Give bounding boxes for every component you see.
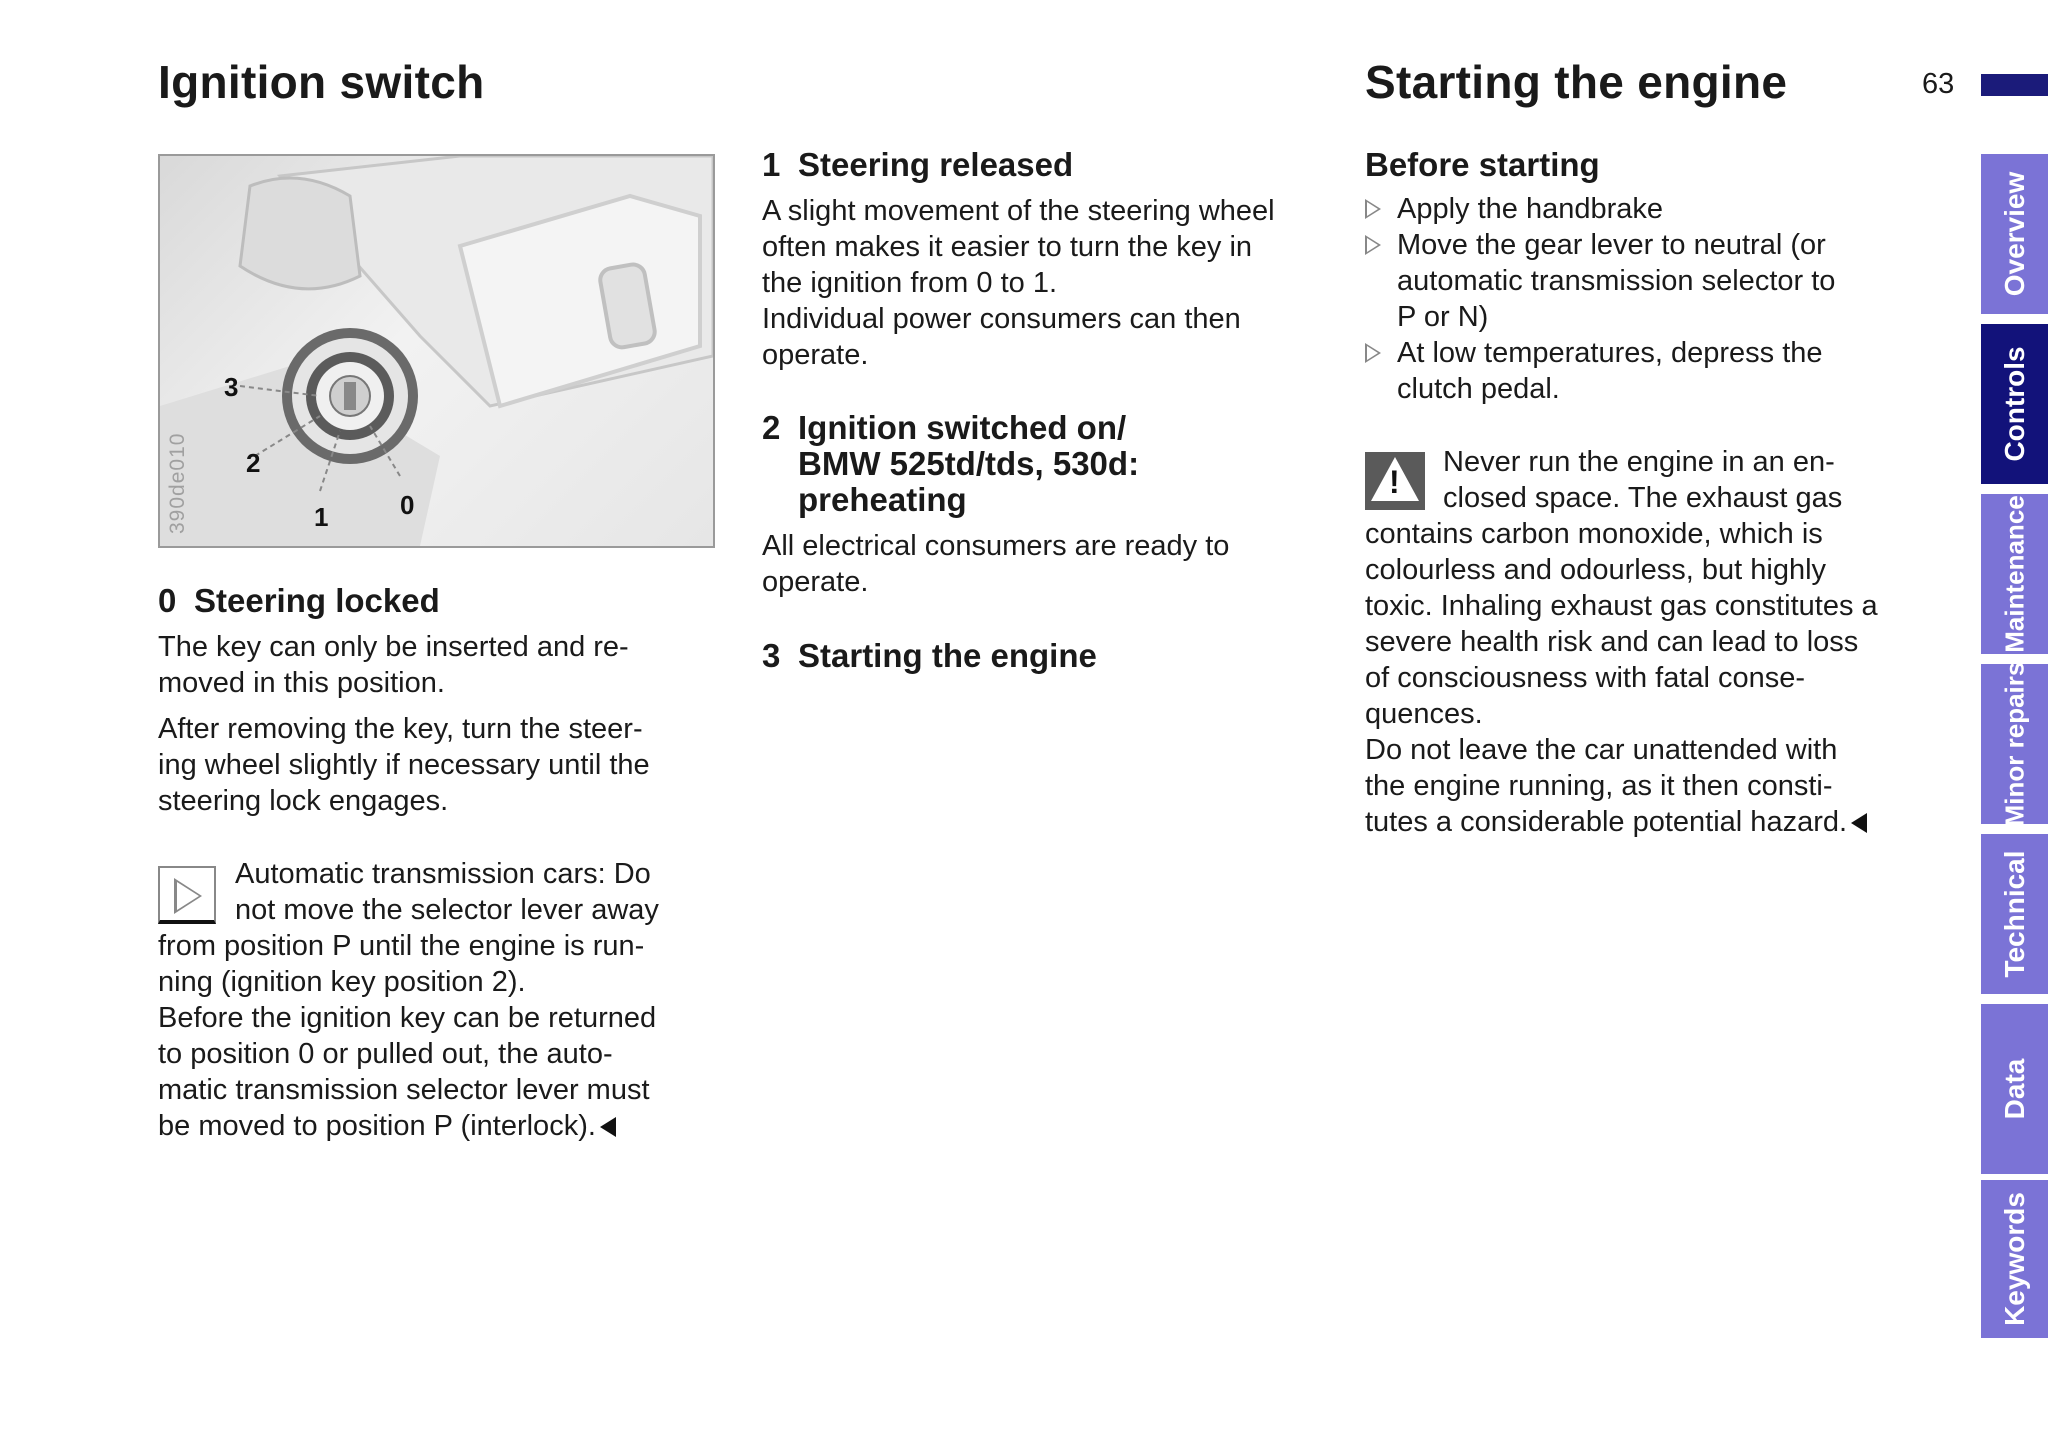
- note-text: Automatic transmission cars: Do not move the selector lever away from position P until the engine is run- ning (ignition key position 2). Before the ignition key can be returned to position 0 or pulled out, the auto- matic transmission selector lever must be moved to position P (interlock).: [158, 858, 659, 1142]
- page-title-left: Ignition switch: [158, 56, 485, 108]
- carbon-monoxide-warning: [1365, 444, 1965, 840]
- figure-label-1: 1: [314, 502, 329, 532]
- list-item: Move the gear lever to neutral (or automatic transmission selector to P or N): [1365, 227, 1955, 335]
- section-0-heading: 0 Steering locked: [158, 582, 440, 619]
- tab-keywords[interactable]: Keywords: [1981, 1180, 2048, 1338]
- automatic-transmission-note: [158, 856, 738, 1144]
- page-marker-bar: [1981, 74, 2048, 96]
- end-of-note-marker: [600, 1117, 616, 1137]
- middle-column: [762, 147, 1352, 674]
- ignition-lock-drawing: [160, 156, 713, 546]
- section-3-heading: 3 Starting the engine: [762, 637, 1097, 674]
- section-2-heading: 2 Ignition switched on/ BMW 525td/tds, 530d: preheating: [762, 409, 1140, 518]
- list-item: Apply the handbrake: [1365, 191, 1955, 227]
- before-starting-heading: Before starting: [1365, 146, 1600, 183]
- figure-label-3: 3: [224, 372, 239, 402]
- section-0-paragraph-1: The key can only be inserted and re- moved in this position.: [158, 631, 629, 699]
- before-starting-list: [1365, 191, 1955, 407]
- tab-minor-repairs[interactable]: Minor repairs: [1981, 664, 2048, 824]
- tab-technical[interactable]: Technical: [1981, 834, 2048, 994]
- figure-code: 390de010: [166, 432, 189, 534]
- section-steering-locked: [158, 583, 718, 819]
- section-0-paragraph-2: After removing the key, turn the steer- ing wheel slightly if necessary until the steering lock engages.: [158, 713, 650, 817]
- right-column: [1365, 147, 1955, 407]
- section-2-text: All electrical consumers are ready to operate.: [762, 530, 1230, 598]
- tab-overview[interactable]: Overview: [1981, 154, 2048, 314]
- section-1-heading: 1 Steering released: [762, 146, 1074, 183]
- bullet-arrow-icon: [1365, 343, 1381, 363]
- list-item: At low temperatures, depress the clutch pedal.: [1365, 335, 1955, 407]
- figure-label-0: 0: [400, 490, 415, 520]
- bullet-arrow-icon: [1365, 199, 1381, 219]
- tab-controls[interactable]: Controls: [1981, 324, 2048, 484]
- end-of-warning-marker: [1851, 813, 1867, 833]
- figure-label-2: 2: [246, 448, 261, 478]
- page-number: 63: [1922, 68, 1955, 100]
- warning-text: Never run the engine in an en- closed space. The exhaust gas contains carbon monoxide, which is colourless and odourless, but highly toxic. Inhaling exhaust gas constitutes a severe health risk and can lead to loss of consciousness with fatal conse- quences. Do not leave the car unattended with the engine running, as it then consti- tutes a considerable potential hazard.: [1365, 446, 1878, 838]
- tab-data[interactable]: Data: [1981, 1004, 2048, 1174]
- bullet-arrow-icon: [1365, 235, 1381, 255]
- tab-maintenance[interactable]: Maintenance: [1981, 494, 2048, 654]
- ignition-lock-illustration: [158, 154, 715, 548]
- section-1-text: A slight movement of the steering wheel often makes it easier to turn the key in the ignition from 0 to 1. Individual power consumers can then operate.: [762, 195, 1275, 371]
- page-title-right: Starting the engine: [1365, 56, 1788, 108]
